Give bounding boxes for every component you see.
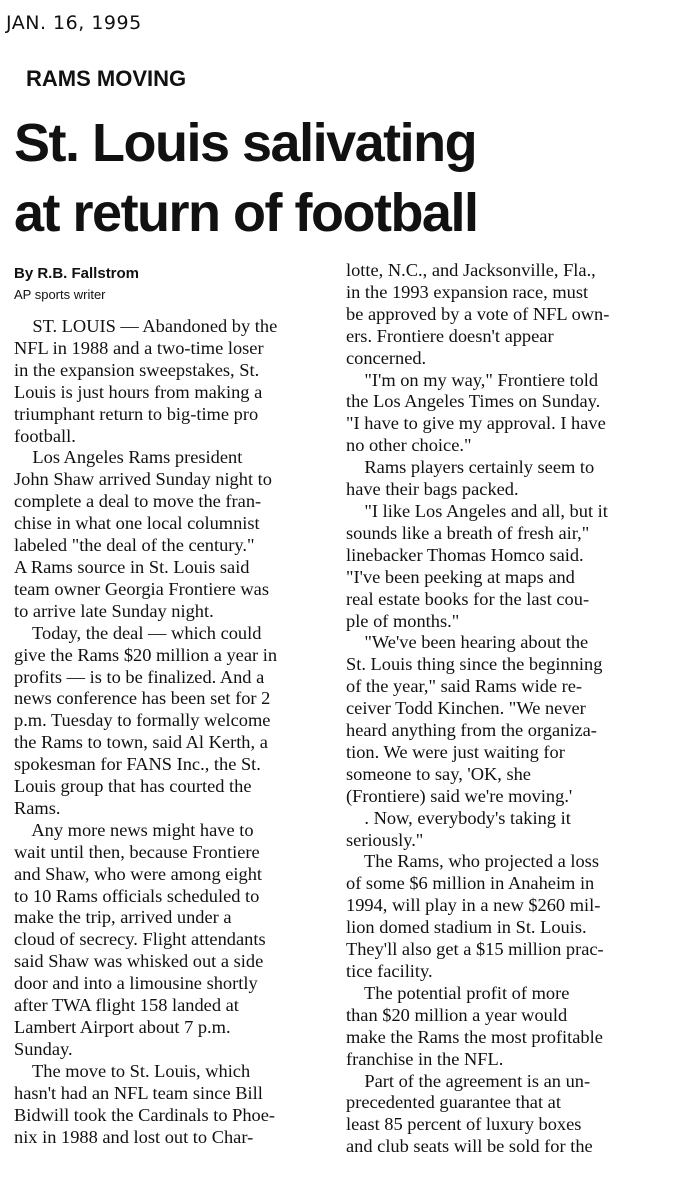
article-text-line: after TWA flight 158 landed at <box>14 995 239 1016</box>
article-text-line: Louis group that has courted the <box>14 776 252 797</box>
article-text-line: said Shaw was whisked out a side <box>14 951 264 972</box>
article-text-line: The Rams, who projected a loss <box>346 851 599 872</box>
article-text-line: least 85 percent of luxury boxes <box>346 1114 582 1135</box>
article-text-line: heard anything from the organiza- <box>346 720 597 741</box>
article-text-line: ST. LOUIS — Abandoned by the <box>14 316 278 336</box>
article-text-line: Rams. <box>14 797 61 818</box>
article-text-line: news conference has been set for 2 <box>14 688 271 709</box>
article-text-line: . Now, everybody's taking it <box>346 807 571 828</box>
article-text-line: to arrive late Sunday night. <box>14 600 214 621</box>
article-text-line: ers. Frontiere doesn't appear <box>346 325 554 346</box>
article-text-line: make the trip, arrived under a <box>14 907 232 928</box>
article-text-line: triumphant return to big-time pro <box>14 403 259 424</box>
article-text-line: team owner Georgia Frontiere was <box>14 578 269 599</box>
article-text-line: 1994, will play in a new $260 mil- <box>346 895 601 916</box>
article-text-line: real estate books for the last cou- <box>346 588 590 609</box>
article-text-line: profits — is to be finalized. And a <box>14 666 265 687</box>
article-text-line: lion domed stadium in St. Louis. <box>346 917 587 938</box>
article-text-line: no other choice." <box>346 435 472 456</box>
article-text-line: chise in what one local columnist <box>14 513 260 534</box>
article-text-line: "I like Los Angeles and all, but it <box>346 500 608 521</box>
article-text-line: the Los Angeles Times on Sunday. <box>346 391 601 412</box>
article-text-line: tion. We were just waiting for <box>346 741 565 762</box>
article-text-line: concerned. <box>346 347 427 368</box>
article-text-line: (Frontiere) said we're moving.' <box>346 785 573 806</box>
article-text-line: someone to say, 'OK, she <box>346 763 531 784</box>
headline-line: St. Louis salivating <box>14 113 477 173</box>
article-text-line: Sunday. <box>14 1038 73 1059</box>
section-kicker: RAMS MOVING <box>26 66 187 91</box>
article-text-line: "I have to give my approval. I have <box>346 413 606 434</box>
article-text-line: franchise in the NFL. <box>346 1048 504 1069</box>
article-text-line: tice facility. <box>346 961 433 981</box>
article-text-line: in the expansion sweepstakes, St. <box>14 359 260 380</box>
headline-line: at return of football <box>14 183 478 243</box>
article-text-line: Los Angeles Rams president <box>14 447 243 468</box>
article-text-line: lotte, N.C., and Jacksonville, Fla., <box>346 260 596 280</box>
article-text-line: "I'm on my way," Frontiere told <box>346 369 599 390</box>
article-text-line: give the Rams $20 million a year in <box>14 644 278 665</box>
article-text-line: ceiver Todd Kinchen. "We never <box>346 698 586 719</box>
article-text-line: Lambert Airport about 7 p.m. <box>14 1017 231 1037</box>
article-text-line: Any more news might have to <box>14 819 254 840</box>
article-text-line: "We've been hearing about the <box>346 632 589 653</box>
article-text-line: be approved by a vote of NFL own- <box>346 303 610 324</box>
article-text-line: NFL in 1988 and a two-time loser <box>14 337 264 358</box>
article-text-line: ple of months." <box>346 610 460 631</box>
article-text-line: The move to St. Louis, which <box>14 1060 251 1081</box>
byline-credit: AP sports writer <box>14 287 106 302</box>
article-text-line: spokesman for FANS Inc., the St. <box>14 754 261 775</box>
article-text-line: John Shaw arrived Sunday night to <box>14 469 272 490</box>
article-column-2 <box>346 260 671 1158</box>
article-text-line: linebacker Thomas Homco said. <box>346 544 584 565</box>
byline: By R.B. Fallstrom <box>14 265 140 282</box>
article-text-line: complete a deal to move the fran- <box>14 491 262 512</box>
article-text-line: seriously." <box>346 829 424 850</box>
article-text-line: in the 1993 expansion race, must <box>346 281 589 302</box>
article-text-line: The potential profit of more <box>346 982 570 1003</box>
article-text-line: sounds like a breath of fresh air," <box>346 522 590 543</box>
article-text-line: nix in 1988 and lost out to Char- <box>14 1126 254 1147</box>
article-text-line: football. <box>14 425 76 446</box>
article-text-line: have their bags packed. <box>346 479 519 500</box>
article-text-line: to 10 Rams officials scheduled to <box>14 885 260 906</box>
article-text-line: p.m. Tuesday to formally welcome <box>14 710 271 731</box>
article-text-line: St. Louis thing since the beginning <box>346 654 603 675</box>
article-text-line: cloud of secrecy. Flight attendants <box>14 929 266 950</box>
article-text-line: door and into a limousine shortly <box>14 973 258 994</box>
article-text-line: "I've been peeking at maps and <box>346 566 575 587</box>
clipping-date: JAN. 16, 1995 <box>6 12 142 34</box>
article-text-line: A Rams source in St. Louis said <box>14 556 250 577</box>
article-text-line: Today, the deal — which could <box>14 622 262 643</box>
article-text-line: Part of the agreement is an un- <box>346 1070 591 1091</box>
article-text-line: precedented guarantee that at <box>346 1092 561 1113</box>
article-text-line: Louis is just hours from making a <box>14 381 263 402</box>
article-text-line: of some $6 million in Anaheim in <box>346 873 595 894</box>
article-text-line: and club seats will be sold for the <box>346 1136 593 1157</box>
article-text-line: labeled "the deal of the century." <box>14 535 255 556</box>
article-text-line: of the year," said Rams wide re- <box>346 676 583 697</box>
article-text-line: the Rams to town, said Al Kerth, a <box>14 732 268 753</box>
article-text-line: and Shaw, who were among eight <box>14 863 263 884</box>
article-text-line: than $20 million a year would <box>346 1004 568 1025</box>
headline <box>14 108 674 248</box>
article-text-line: make the Rams the most profitable <box>346 1026 603 1047</box>
article-text-line: wait until then, because Frontiere <box>14 841 260 862</box>
article-text-line: Bidwill took the Cardinals to Phoe- <box>14 1104 276 1125</box>
article-text-line: hasn't had an NFL team since Bill <box>14 1082 263 1103</box>
article-column-1 <box>14 316 334 1148</box>
article-text-line: They'll also get a $15 million prac- <box>346 939 604 960</box>
article-text-line: Rams players certainly seem to <box>346 457 595 478</box>
